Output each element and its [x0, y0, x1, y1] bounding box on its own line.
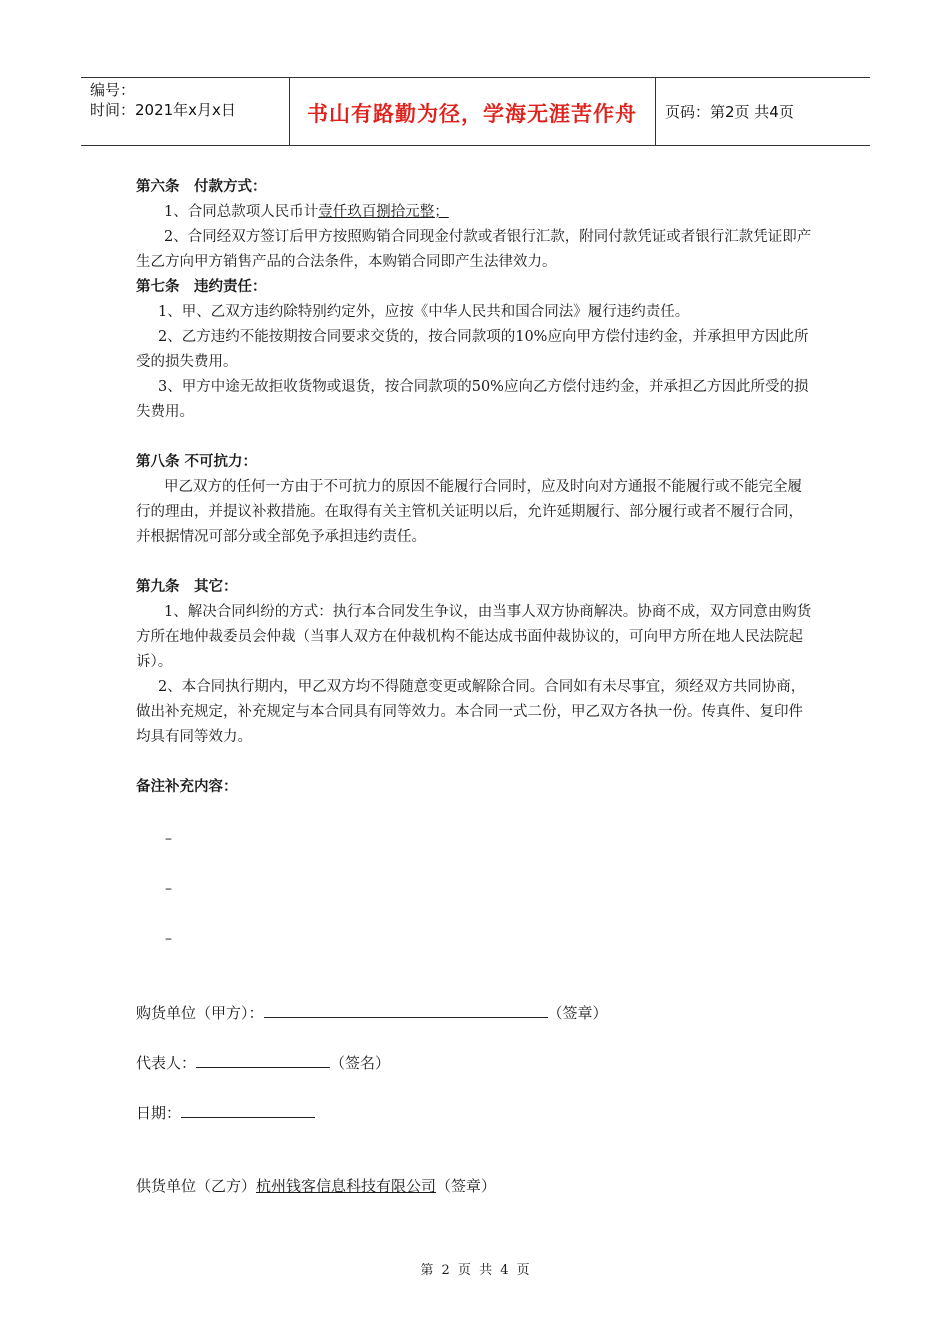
buyer-blank[interactable]: [264, 1001, 548, 1018]
contract-amount: 壹仟玖百捌拾元整；: [318, 204, 449, 220]
footer-gong: 共: [479, 1263, 493, 1278]
document-date-label: 时间：2021年x月x日: [90, 101, 236, 119]
article9-item1: 1、解决合同纠纷的方式：执行本合同发生争议，由当事人双方协商解决。协商不成，双方同意由购货方所在地仲裁委员会仲裁（当事人双方在仲裁机构不能达成书面仲裁协议的，可向甲方所在地人民法院起诉）。: [136, 604, 812, 670]
spacer: [136, 425, 816, 450]
remarks-title: 备注补充内容：: [136, 779, 238, 795]
article9-title: 第九条 其它：: [136, 579, 238, 595]
header-bottom-rule: [81, 145, 870, 146]
date-blank[interactable]: [181, 1101, 315, 1118]
footer-di: 第: [420, 1263, 434, 1278]
footer-total-pages: 4: [500, 1263, 509, 1278]
document-number-label: 编号：: [90, 81, 136, 99]
header-meta: [90, 80, 236, 120]
remark-bullet: –: [165, 881, 172, 897]
article8-title: 第八条 不可抗力：: [136, 454, 258, 470]
representative-signature-line: [136, 1051, 390, 1073]
remark-bullet: –: [165, 831, 172, 847]
spacer: [136, 550, 816, 575]
article7-item2: 2、乙方违约不能按期按合同要求交货的，按合同款项的10%应向甲方偿付违约金，并承担甲方因此所受的损失费用。: [136, 329, 809, 370]
remark-bullet: –: [165, 931, 172, 947]
article6-title: 第六条 付款方式：: [136, 179, 267, 195]
header-top-rule: [81, 77, 870, 78]
representative-sign: （签名）: [330, 1054, 391, 1072]
representative-blank[interactable]: [196, 1051, 330, 1068]
footer-page-number: 2: [441, 1263, 450, 1278]
spacer: [136, 750, 816, 775]
header-motto: 书山有路勤为径，学海无涯苦作舟: [307, 102, 637, 126]
date-label: 日期：: [136, 1104, 182, 1122]
buyer-label: 购货单位（甲方）：: [136, 1004, 264, 1022]
supplier-name: 杭州钱客信息科技有限公司: [256, 1177, 437, 1195]
article6-item1: [136, 200, 816, 225]
page-footer: [0, 1259, 950, 1278]
supplier-seal: （签章）: [436, 1177, 497, 1195]
supplier-label: 供货单位（乙方）: [136, 1177, 257, 1195]
article6-item2: 2、合同经双方签订后甲方按照购销合同现金付款或者银行汇款，附同付款凭证或者银行汇款凭证即产生乙方向甲方销售产品的合法条件，本购销合同即产生法律效力。: [136, 229, 812, 270]
supplier-signature-line: [136, 1175, 496, 1196]
article7-title: 第七条 违约责任：: [136, 279, 267, 295]
header-page-indicator: 页码：第2页 共4页: [665, 103, 794, 121]
article7-item1: 1、甲、乙双方违约除特别约定外，应按《中华人民共和国合同法》履行违约责任。: [158, 304, 690, 320]
article6-item1-prefix: 1、合同总款项人民币计: [164, 204, 319, 220]
article9-item2: 2、本合同执行期内，甲乙双方均不得随意变更或解除合同。合同如有未尽事宜，须经双方共同协商，做出补充规定，补充规定与本合同具有同等效力。本合同一式二份，甲乙双方各执一份。传真件、复印件均具有同等效力。: [136, 679, 806, 745]
header-divider-left: [289, 77, 290, 145]
footer-ye: 页: [516, 1263, 530, 1278]
representative-label: 代表人：: [136, 1054, 197, 1072]
contract-body: [136, 175, 816, 800]
header-divider-right: [655, 77, 656, 145]
date-signature-line: [136, 1101, 315, 1123]
article7-item3: 3、甲方中途无故拒收货物或退货，按合同款项的50%应向乙方偿付违约金，并承担乙方因此所受的损失费用。: [136, 379, 809, 420]
buyer-signature-line: [136, 1001, 608, 1023]
buyer-seal: （签章）: [547, 1004, 608, 1022]
footer-ye: 页: [457, 1263, 471, 1278]
article8-body: 甲乙双方的任何一方由于不可抗力的原因不能履行合同时，应及时向对方通报不能履行或不能完全履行的理由，并提议补救措施。在取得有关主管机关证明以后，允许延期履行、部分履行或者不履行合同，并根据情况可部分或全部免予承担违约责任。: [136, 479, 803, 545]
